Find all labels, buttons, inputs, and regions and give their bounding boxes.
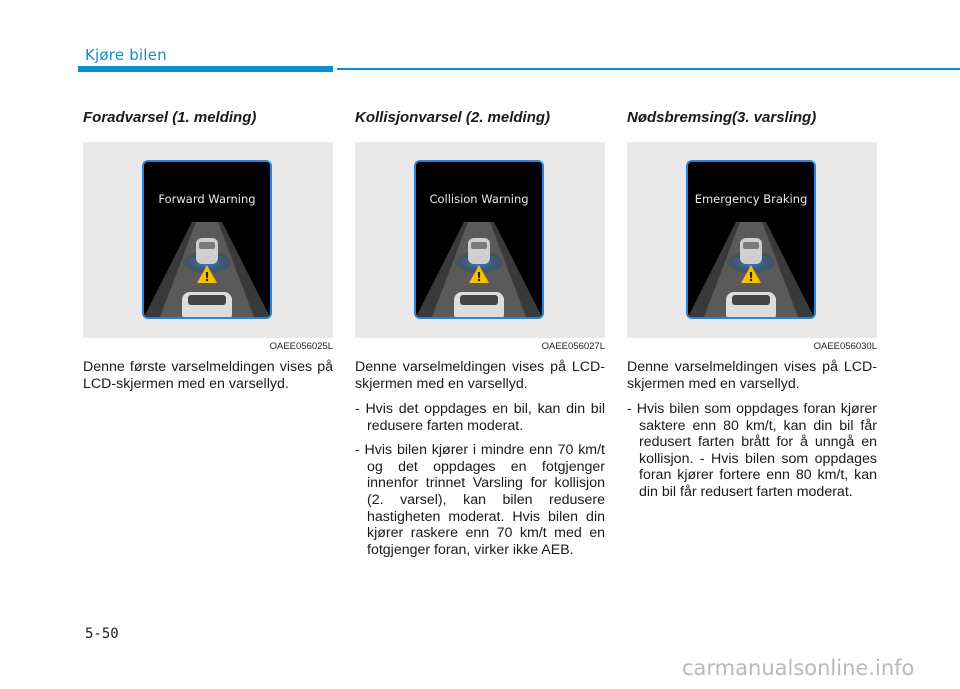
warning-figure bbox=[627, 142, 877, 338]
image-code: OAEE056030L bbox=[813, 341, 877, 352]
watermark: carmanualsonline.info bbox=[682, 656, 915, 680]
screen-warning-label: Emergency Braking bbox=[694, 192, 808, 206]
body-paragraph: Denne varselmeldingen vises på LCD-skjermen med en varsellyd. bbox=[355, 359, 605, 392]
column-heading: Kollisjonvarsel (2. melding) bbox=[355, 109, 551, 126]
warning-figure bbox=[83, 142, 333, 338]
screen-warning-label: Collision Warning bbox=[429, 192, 529, 206]
svg-text:!: ! bbox=[748, 270, 754, 284]
section-title: Kjøre bilen bbox=[85, 46, 167, 64]
column-forward-warning bbox=[83, 108, 333, 393]
image-code: OAEE056025L bbox=[269, 341, 333, 352]
column-emergency-braking bbox=[627, 108, 877, 501]
screen-warning-label: Forward Warning bbox=[158, 192, 256, 206]
bullet-item: - Hvis bilen kjører i mindre enn 70 km/t og det oppdages en fotgjenger innenfor trinnet Varsling for kollisjon (2. varsel), kan bilen redusere hastigheten moderat. Hvis bilen din kjører raskere enn 70 km/t med en fotgjenger foran, virker ikke AEB. bbox=[355, 442, 605, 558]
bullet-item: - Hvis det oppdages en bil, kan din bil redusere farten moderat. bbox=[355, 401, 605, 434]
svg-text:!: ! bbox=[476, 270, 482, 284]
road-scene-icon bbox=[144, 162, 270, 317]
body-paragraph: Denne første varselmeldingen vises på LCD-skjermen med en varsellyd. bbox=[83, 359, 333, 392]
road-scene-icon bbox=[688, 162, 814, 317]
svg-text:!: ! bbox=[204, 270, 210, 284]
lcd-screen bbox=[142, 160, 272, 319]
page-number: 5-50 bbox=[85, 626, 119, 642]
lcd-screen bbox=[686, 160, 816, 319]
body-paragraph: Denne varselmeldingen vises på LCD-skjermen med en varsellyd. bbox=[627, 359, 877, 392]
image-code: OAEE056027L bbox=[541, 341, 605, 352]
lcd-screen bbox=[414, 160, 544, 319]
header-rule-thick bbox=[78, 66, 333, 72]
column-heading: Nødsbremsing(3. varsling) bbox=[627, 109, 817, 126]
column-heading: Foradvarsel (1. melding) bbox=[83, 109, 257, 126]
warning-figure bbox=[355, 142, 605, 338]
road-scene-icon bbox=[416, 162, 542, 317]
column-collision-warning bbox=[355, 108, 605, 558]
bullet-item: - Hvis bilen som oppdages foran kjører saktere enn 80 km/t, kan din bil får redusert farten brått for å unngå en kollisjon. - Hvis bilen som oppdages foran kjører fortere enn 80 km/t, kan din bil får redusert farten moderat. bbox=[627, 401, 877, 500]
header-rule-thin bbox=[337, 68, 960, 70]
